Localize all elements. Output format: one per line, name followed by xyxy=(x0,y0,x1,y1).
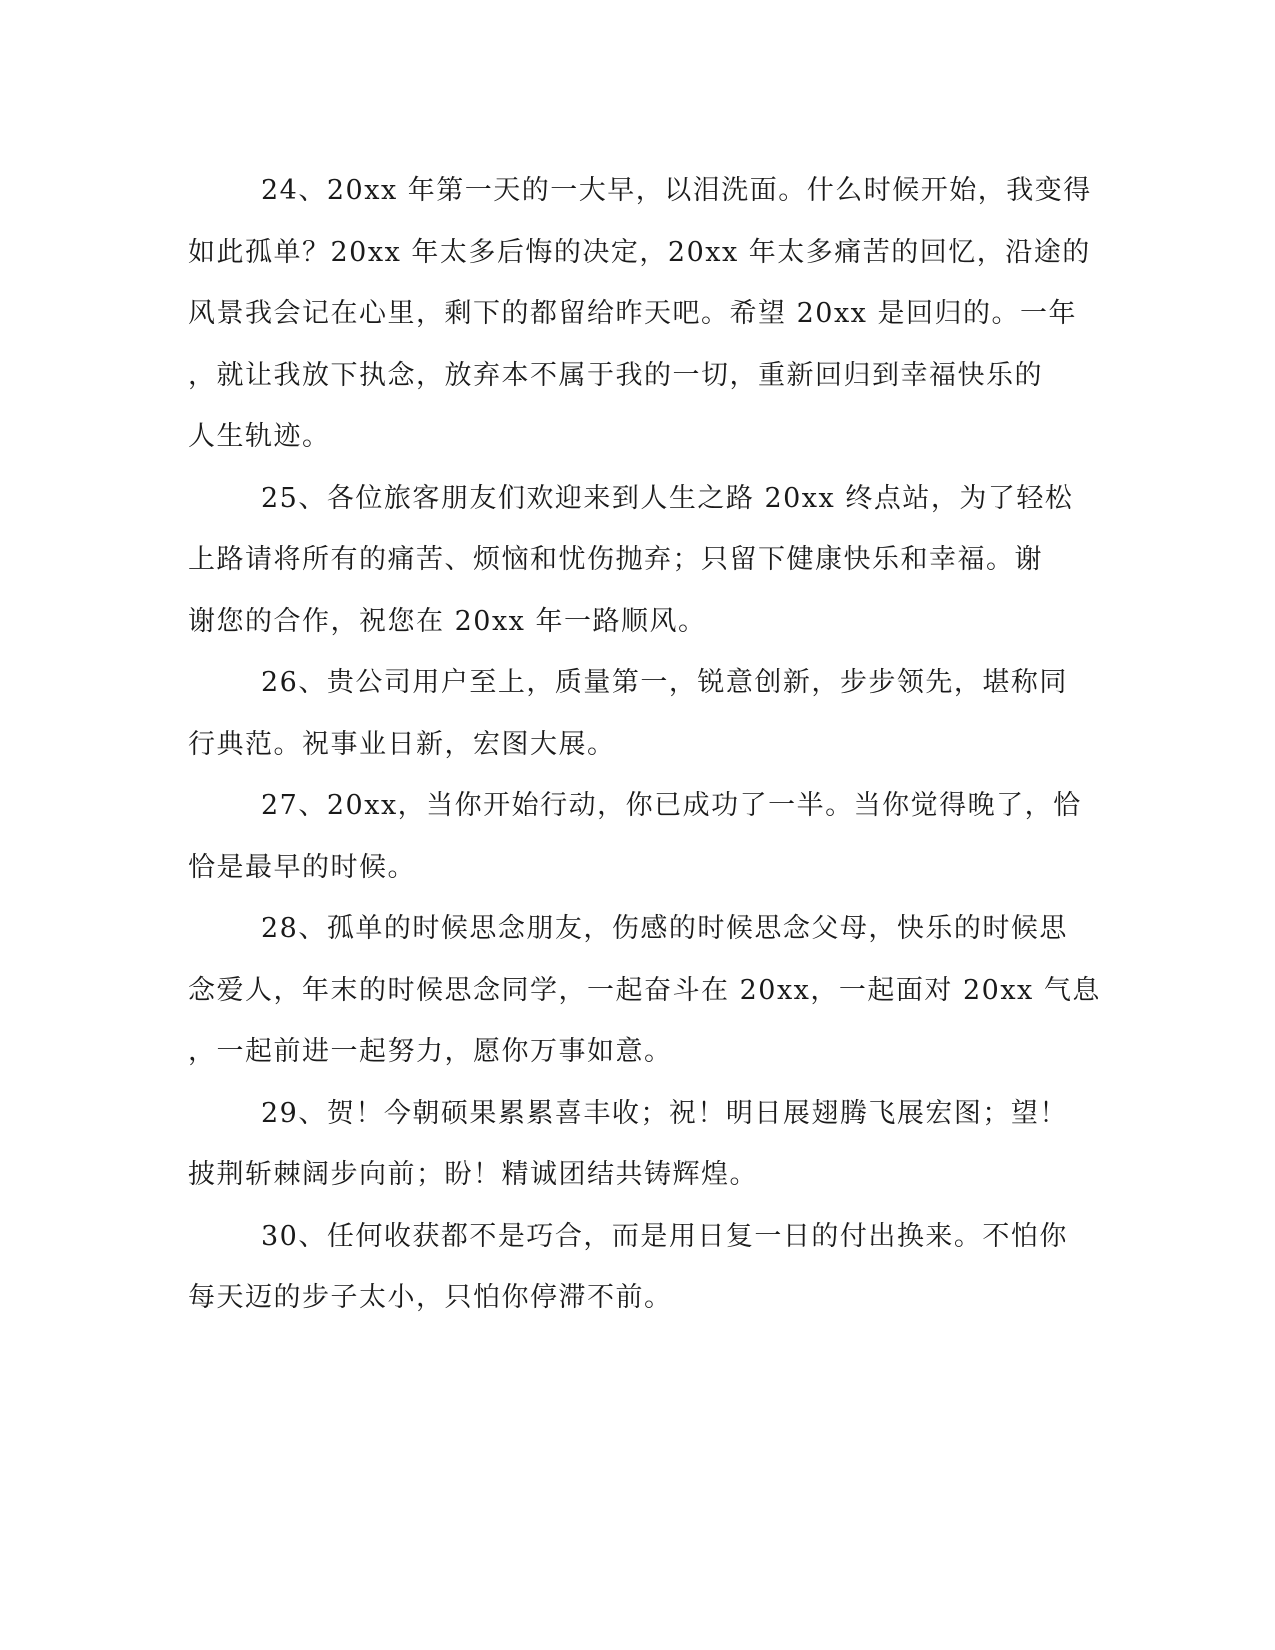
paragraph-line: 25、各位旅客朋友们欢迎来到人生之路 20xx 终点站，为了轻松 xyxy=(261,482,1074,514)
paragraph-line: 念爱人，年末的时候思念同学，一起奋斗在 20xx，一起面对 20xx 气息 xyxy=(188,974,1101,1006)
paragraph-line: 28、孤单的时候思念朋友，伤感的时候思念父母，快乐的时候思 xyxy=(261,913,1068,944)
paragraph-line: 行典范。祝事业日新，宏图大展。 xyxy=(188,728,616,760)
paragraph-line: 30、任何收获都不是巧合，而是用日复一日的付出换来。不怕你 xyxy=(261,1220,1068,1252)
paragraph-30 xyxy=(188,1206,1088,1329)
paragraph-24 xyxy=(188,160,1092,468)
paragraph-26 xyxy=(188,652,1088,775)
paragraph-28 xyxy=(188,898,1101,1083)
document-body xyxy=(188,160,1101,1329)
paragraph-line: 恰是最早的时候。 xyxy=(188,851,416,883)
paragraph-line: 27、20xx，当你开始行动，你已成功了一半。当你觉得晚了，恰 xyxy=(261,790,1082,821)
paragraph-line: 上路请将所有的痛苦、烦恼和忧伤抛弃；只留下健康快乐和幸福。谢 xyxy=(188,544,1043,575)
paragraph-27 xyxy=(188,775,1088,898)
paragraph-line: 26、贵公司用户至上，质量第一，锐意创新，步步领先，堪称同 xyxy=(261,667,1068,698)
paragraph-line: 人生轨迹。 xyxy=(188,421,331,452)
paragraph-25 xyxy=(188,468,1088,653)
paragraph-line: 每天迈的步子太小，只怕你停滞不前。 xyxy=(188,1282,673,1313)
paragraph-line: ，一起前进一起努力，愿你万事如意。 xyxy=(188,1036,673,1067)
paragraph-line: 风景我会记在心里，剩下的都留给昨天吧。希望 20xx 是回归的。一年 xyxy=(188,298,1077,329)
paragraph-line: 24、20xx 年第一天的一大早，以泪洗面。什么时候开始，我变得 xyxy=(261,175,1092,206)
paragraph-line: 披荆斩棘阔步向前；盼！精诚团结共铸辉煌。 xyxy=(188,1159,758,1190)
paragraph-line: 谢您的合作，祝您在 20xx 年一路顺风。 xyxy=(188,605,707,637)
paragraph-line: 29、贺！今朝硕果累累喜丰收；祝！明日展翅腾飞展宏图；望！ xyxy=(261,1097,1068,1129)
paragraph-line: ，就让我放下执念，放弃本不属于我的一切，重新回归到幸福快乐的 xyxy=(188,359,1043,391)
paragraph-line: 如此孤单？20xx 年太多后悔的决定，20xx 年太多痛苦的回忆，沿途的 xyxy=(188,236,1091,268)
paragraph-29 xyxy=(188,1083,1088,1206)
